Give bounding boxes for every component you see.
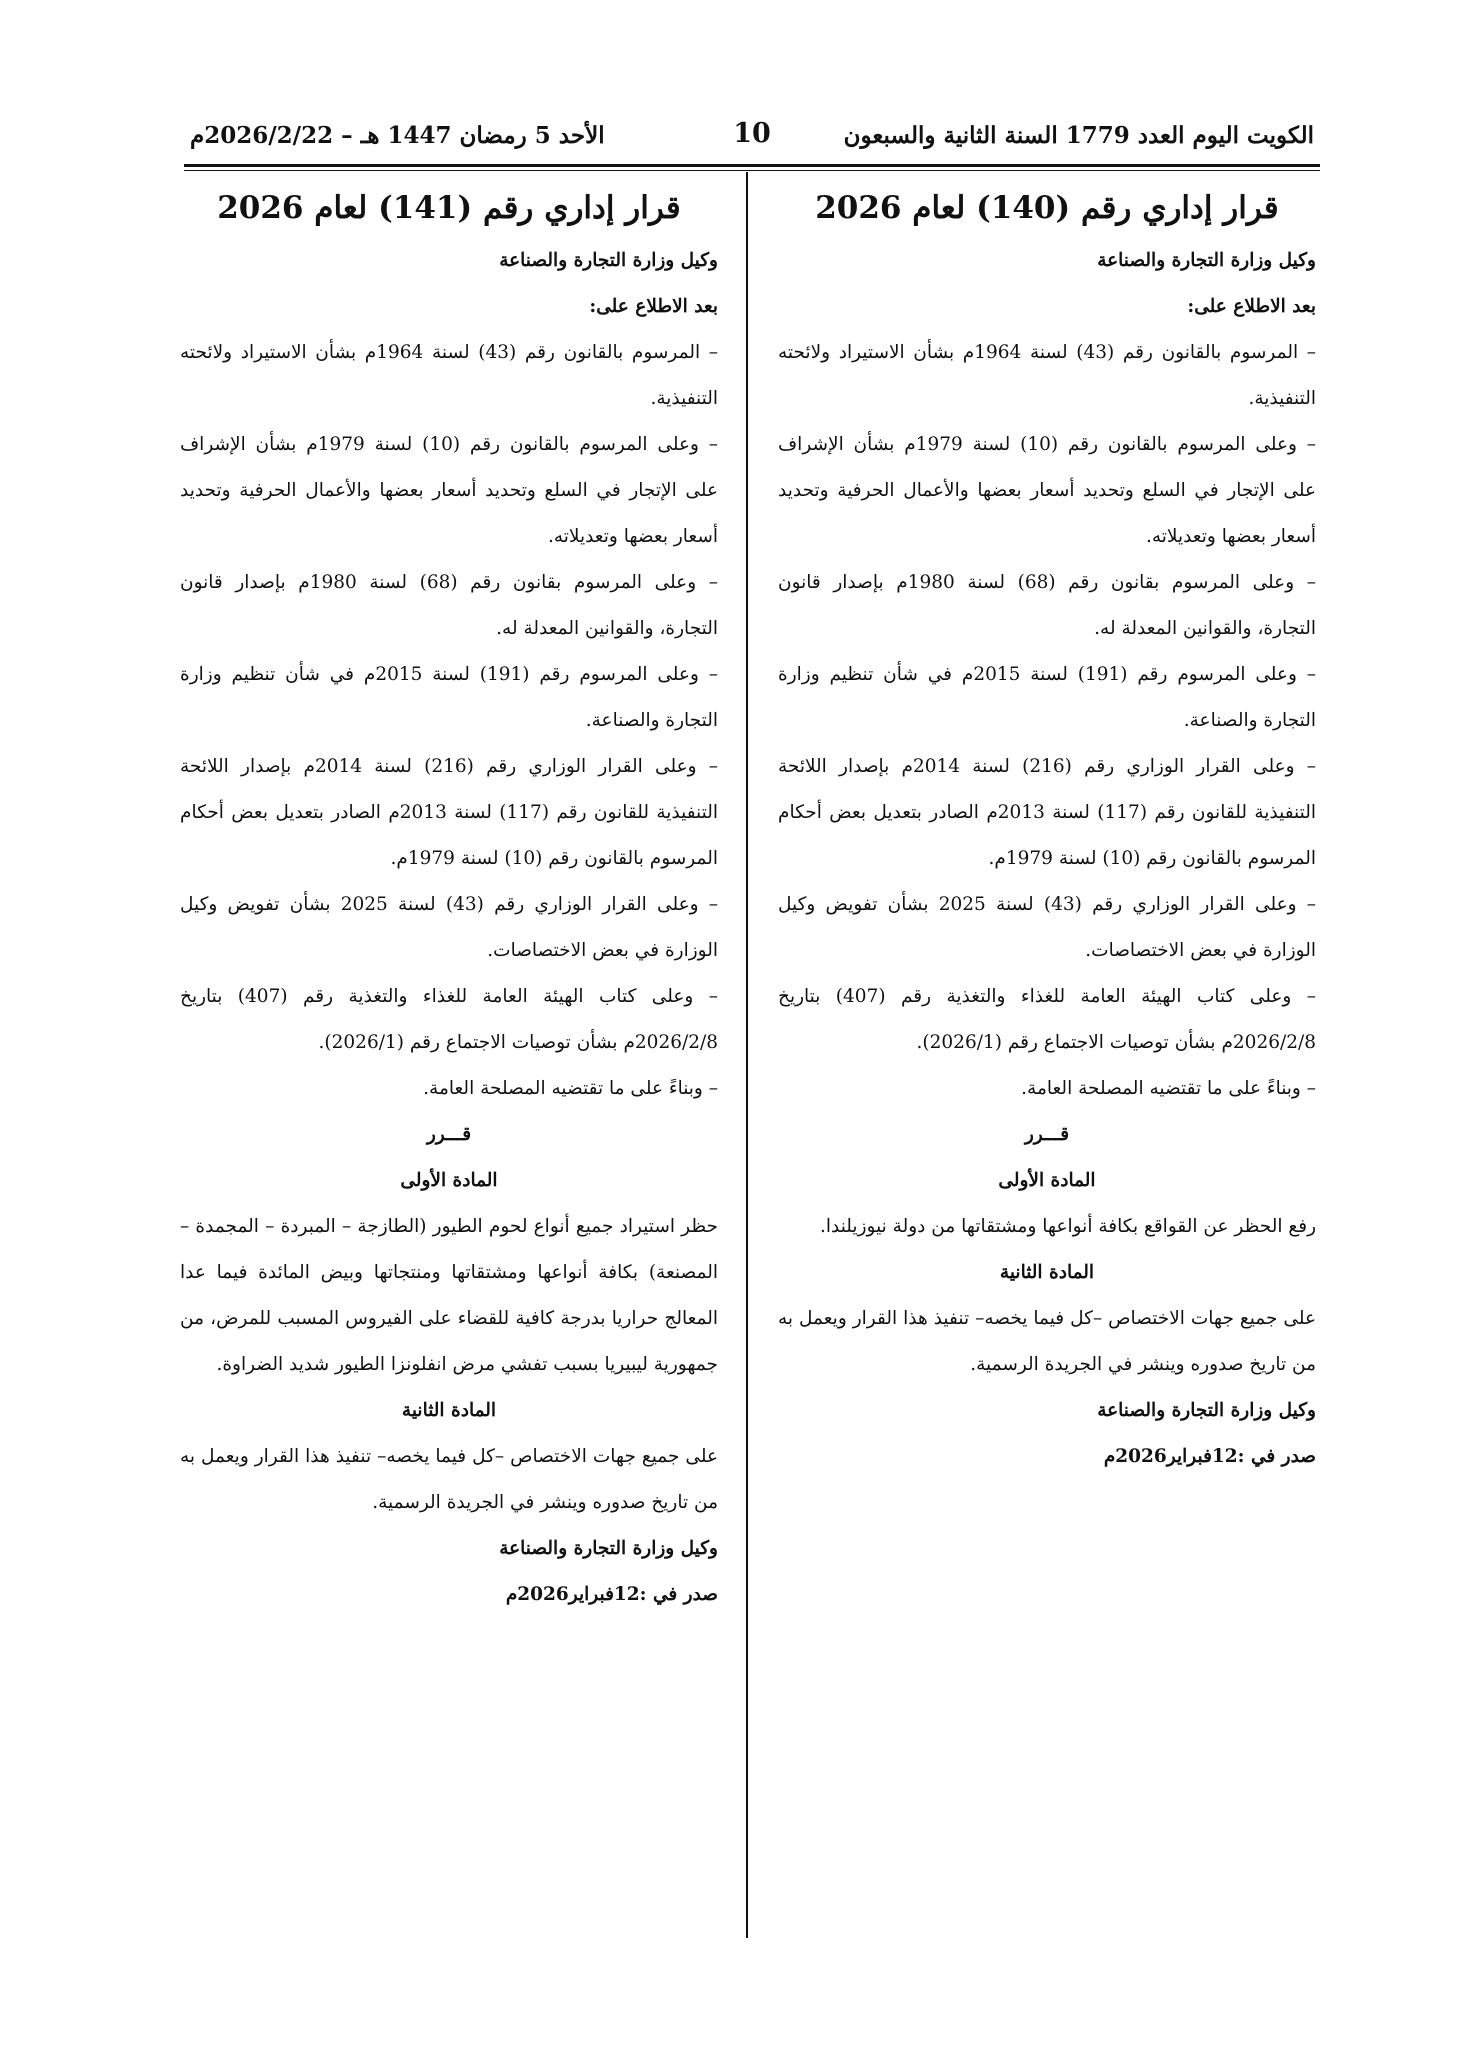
decision-141-preamble: بعد الاطلاع على: — [589, 296, 718, 317]
decision-140-item: – وعلى كتاب الهيئة العامة للغذاء والتغذية رقم (407) بتاريخ 2026/2/8م بشأن توصيات الاجتماع رقم (2026/1). — [778, 986, 1316, 1053]
decision-141-item: – المرسوم بالقانون رقم (43) لسنة 1964م بشأن الاستيراد ولائحته التنفيذية. — [180, 342, 718, 409]
decision-140-item: – وعلى القرار الوزاري رقم (43) لسنة 2025 بشأن تفويض وكيل الوزارة في بعض الاختصاصات. — [778, 894, 1316, 961]
gazette-issue-info: الكويت اليوم العدد 1779 السنة الثانية والسبعون — [843, 122, 1314, 149]
decision-140-article1-title: المادة الأولى — [998, 1170, 1096, 1191]
header-rule-thin — [184, 170, 1320, 171]
header-rule-thick — [184, 164, 1320, 167]
page-number: 10 — [733, 118, 771, 149]
decision-141-item: – وعلى المرسوم بالقانون رقم (10) لسنة 1979م بشأن الإشراف على الإتجار في السلع وتحديد أسعار بعضها والأعمال الحرفية وتحديد أسعار بعضها وتعديلاته. — [180, 434, 718, 547]
decision-140-title: قرار إداري رقم (140) لعام 2026 — [815, 190, 1279, 226]
decision-140-article1-text: رفع الحظر عن القواقع بكافة أنواعها ومشتقاتها من دولة نيوزيلندا. — [819, 1216, 1316, 1237]
decision-141-article2-title: المادة الثانية — [401, 1400, 497, 1421]
column-divider — [746, 172, 748, 1938]
decision-141-signature: وكيل وزارة التجارة والصناعة — [499, 1538, 718, 1559]
decision-141-item: – وعلى المرسوم بقانون رقم (68) لسنة 1980م بإصدار قانون التجارة، والقوانين المعدلة له. — [180, 572, 718, 639]
decision-140-item: – المرسوم بالقانون رقم (43) لسنة 1964م بشأن الاستيراد ولائحته التنفيذية. — [778, 342, 1316, 409]
decision-141-column — [180, 176, 718, 1618]
decision-140-preamble: بعد الاطلاع على: — [1187, 296, 1316, 317]
decision-141-article2-text: على جميع جهات الاختصاص –كل فيما يخصه– تنفيذ هذا القرار ويعمل به من تاريخ صدوره وينشر في الجريدة الرسمية. — [180, 1446, 718, 1513]
decision-141-item: – وعلى كتاب الهيئة العامة للغذاء والتغذية رقم (407) بتاريخ 2026/2/8م بشأن توصيات الاجتماع رقم (2026/1). — [180, 986, 718, 1053]
decision-140-column — [778, 176, 1316, 1480]
decision-140-article2-text: على جميع جهات الاختصاص –كل فيما يخصه– تنفيذ هذا القرار ويعمل به من تاريخ صدوره وينشر في الجريدة الرسمية. — [778, 1308, 1316, 1375]
decision-141-article1-title: المادة الأولى — [400, 1170, 498, 1191]
decision-140-item: – وعلى المرسوم رقم (191) لسنة 2015م في شأن تنظيم وزارة التجارة والصناعة. — [778, 664, 1316, 731]
decision-141-item: – وبناءً على ما تقتضيه المصلحة العامة. — [423, 1078, 718, 1099]
decision-140-article2-title: المادة الثانية — [999, 1262, 1095, 1283]
decision-140-issued-date: صدر في :12فبراير2026م — [1103, 1446, 1316, 1467]
decision-140-item: – وبناءً على ما تقتضيه المصلحة العامة. — [1021, 1078, 1316, 1099]
decision-141-issuer: وكيل وزارة التجارة والصناعة — [499, 250, 718, 271]
decision-141-item: – وعلى القرار الوزاري رقم (216) لسنة 2014م بإصدار اللائحة التنفيذية للقانون رقم (117) لسنة 2013م الصادر بتعديل بعض أحكام المرسوم بالقانون رقم (10) لسنة 1979م. — [180, 756, 718, 869]
decision-141-article1-text: حظر استيراد جميع أنواع لحوم الطيور (الطازجة – المبردة – المجمدة – المصنعة) بكافة أنواعها ومشتقاتها ومنتجاتها وبيض المائدة فيما عدا المعالج حراريا بدرجة كافية للقضاء على الفيروس المسبب للمرض، من جمهورية ليبيريا بسبب تفشي مرض انفلونزا الطيور شديد الضراوة. — [180, 1216, 718, 1375]
decision-141-item: – وعلى القرار الوزاري رقم (43) لسنة 2025 بشأن تفويض وكيل الوزارة في بعض الاختصاصات. — [180, 894, 718, 961]
decision-141-item: – وعلى المرسوم رقم (191) لسنة 2015م في شأن تنظيم وزارة التجارة والصناعة. — [180, 664, 718, 731]
page-header — [184, 108, 1320, 164]
decision-140-item: – وعلى القرار الوزاري رقم (216) لسنة 2014م بإصدار اللائحة التنفيذية للقانون رقم (117) لسنة 2013م الصادر بتعديل بعض أحكام المرسوم بالقانون رقم (10) لسنة 1979م. — [778, 756, 1316, 869]
decision-141-decided: قـــرر — [426, 1124, 472, 1145]
decision-141-title: قرار إداري رقم (141) لعام 2026 — [217, 190, 681, 226]
decision-140-issuer: وكيل وزارة التجارة والصناعة — [1097, 250, 1316, 271]
decision-141-issued-date: صدر في :12فبراير2026م — [505, 1584, 718, 1605]
decision-140-signature: وكيل وزارة التجارة والصناعة — [1097, 1400, 1316, 1421]
decision-140-item: – وعلى المرسوم بقانون رقم (68) لسنة 1980م بإصدار قانون التجارة، والقوانين المعدلة له. — [778, 572, 1316, 639]
decision-140-item: – وعلى المرسوم بالقانون رقم (10) لسنة 1979م بشأن الإشراف على الإتجار في السلع وتحديد أسعار بعضها والأعمال الحرفية وتحديد أسعار بعضها وتعديلاته. — [778, 434, 1316, 547]
issue-date: الأحد 5 رمضان 1447 هـ – 2026/2/22م — [190, 122, 605, 149]
decision-140-decided: قـــرر — [1024, 1124, 1070, 1145]
